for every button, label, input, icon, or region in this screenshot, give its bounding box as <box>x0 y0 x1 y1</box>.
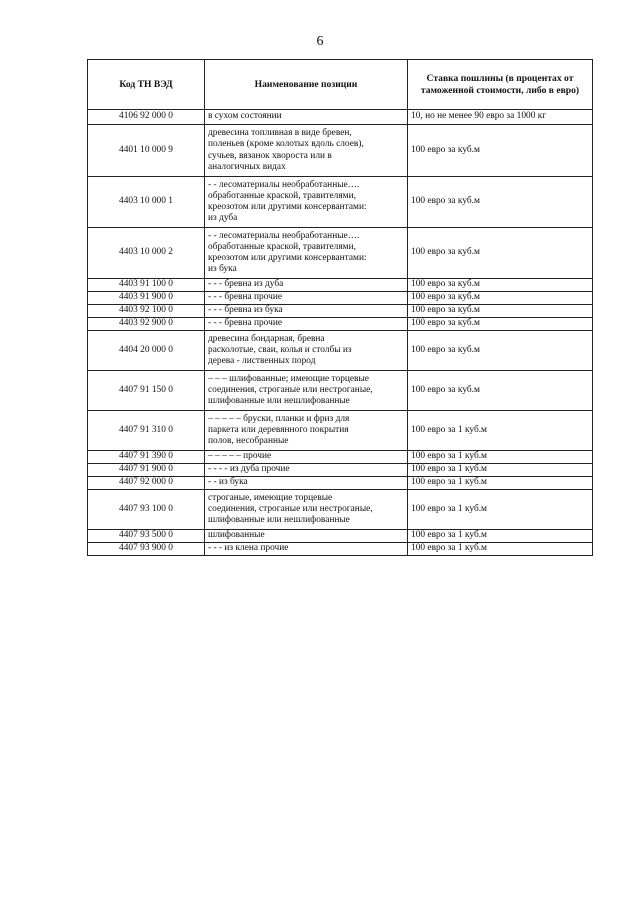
cell-code: 4401 10 000 9 <box>88 125 205 177</box>
cell-name <box>205 451 408 464</box>
cell-code: 4407 91 310 0 <box>88 411 205 451</box>
cell-name <box>205 490 408 530</box>
cell-name <box>205 530 408 543</box>
table-row <box>88 292 593 305</box>
table-row <box>88 530 593 543</box>
cell-rate: 100 евро за куб.м <box>408 331 593 371</box>
cell-rate: 100 евро за куб.м <box>408 279 593 292</box>
page-number: 6 <box>316 34 324 49</box>
cell-name <box>205 305 408 318</box>
cell-code: 4403 10 000 1 <box>88 177 205 228</box>
cell-code: 4403 92 900 0 <box>88 318 205 331</box>
table-row <box>88 543 593 556</box>
cell-rate: 100 евро за куб.м <box>408 125 593 177</box>
cell-name-text: - - - бревна прочие <box>208 318 283 329</box>
cell-name-text: шлифованные <box>208 530 265 541</box>
cell-name-text: строганые, имеющие торцевые соединения, строганые или нестроганые, шлифованные или нешлифованные <box>208 492 373 526</box>
cell-rate: 100 евро за 1 куб.м <box>408 464 593 477</box>
cell-rate: 100 евро за куб.м <box>408 177 593 228</box>
cell-name <box>205 279 408 292</box>
cell-name <box>205 110 408 125</box>
table-row <box>88 477 593 490</box>
header-name: Наименование позиции <box>205 60 408 110</box>
cell-name-text: - - из бука <box>208 477 248 488</box>
cell-name <box>205 125 408 177</box>
header-code: Код ТН ВЭД <box>88 60 205 110</box>
cell-code: 4407 93 100 0 <box>88 490 205 530</box>
cell-code: 4403 91 900 0 <box>88 292 205 305</box>
cell-name <box>205 411 408 451</box>
cell-rate: 100 евро за куб.м <box>408 228 593 279</box>
cell-code: 4403 91 100 0 <box>88 279 205 292</box>
cell-rate: 100 евро за 1 куб.м <box>408 451 593 464</box>
cell-code: 4404 20 000 0 <box>88 331 205 371</box>
cell-name <box>205 464 408 477</box>
cell-name <box>205 331 408 371</box>
table-row <box>88 228 593 279</box>
cell-code: 4407 91 900 0 <box>88 464 205 477</box>
cell-name <box>205 292 408 305</box>
cell-rate: 100 евро за 1 куб.м <box>408 490 593 530</box>
cell-name <box>205 543 408 556</box>
table-row <box>88 371 593 411</box>
cell-name-text: - - - из клена прочие <box>208 543 289 554</box>
cell-rate: 10, но не менее 90 евро за 1000 кг <box>408 110 593 125</box>
cell-name-text: - - - бревна прочие <box>208 292 283 303</box>
cell-code: 4407 91 150 0 <box>88 371 205 411</box>
cell-name-text: - - - бревна из бука <box>208 305 283 316</box>
cell-rate: 100 евро за 1 куб.м <box>408 411 593 451</box>
header-rate: Ставка пошлины (в процентах от таможенной стоимости, либо в евро) <box>408 60 593 110</box>
cell-rate: 100 евро за куб.м <box>408 305 593 318</box>
table-row <box>88 451 593 464</box>
tariff-table <box>87 59 593 556</box>
table-row <box>88 411 593 451</box>
cell-name-text: - - лесоматериалы необработанные…. обработанные краской, травителями, креозотом или другими консервантами: из дуба <box>208 179 367 224</box>
cell-name-text: - - лесоматериалы необработанные…. обработанные краской, травителями, креозотом или другими консервантами: из бука <box>208 230 367 275</box>
table-row <box>88 331 593 371</box>
cell-rate: 100 евро за 1 куб.м <box>408 477 593 490</box>
cell-name <box>205 371 408 411</box>
table-row <box>88 305 593 318</box>
cell-name <box>205 177 408 228</box>
cell-rate: 100 евро за 1 куб.м <box>408 543 593 556</box>
cell-name-text: древесина бондарная, бревна расколотые, сваи, колья и столбы из дерева - лиственных пород <box>208 333 352 367</box>
cell-name <box>205 228 408 279</box>
cell-name-text: – – – – – прочие <box>208 451 272 462</box>
cell-name-text: в сухом состоянии <box>208 111 282 122</box>
cell-code: 4106 92 000 0 <box>88 110 205 125</box>
cell-name-text: - - - бревна из дуба <box>208 279 284 290</box>
table-row <box>88 110 593 125</box>
cell-code: 4407 92 000 0 <box>88 477 205 490</box>
table-row <box>88 318 593 331</box>
table-row <box>88 279 593 292</box>
cell-name-text: древесина топливная в виде бревен, поленьев (кроме колотых вдоль слоев), сучьев, вязанок хвороста или в аналогичных видах <box>208 128 364 172</box>
cell-name <box>205 318 408 331</box>
cell-name-text: – – – – – бруски, планки и фриз для паркета или деревянного покрытия полов, несобранные <box>208 413 350 447</box>
cell-name-text: – – – шлифованные; имеющие торцевые соединения, строганые или нестроганые, шлифованные или нешлифованные <box>208 373 373 407</box>
cell-rate: 100 евро за 1 куб.м <box>408 530 593 543</box>
table-row <box>88 177 593 228</box>
cell-name <box>205 477 408 490</box>
cell-rate: 100 евро за куб.м <box>408 292 593 305</box>
cell-name-text: - - - - из дуба прочие <box>208 464 290 475</box>
cell-code: 4407 91 390 0 <box>88 451 205 464</box>
cell-code: 4403 92 100 0 <box>88 305 205 318</box>
cell-rate: 100 евро за куб.м <box>408 318 593 331</box>
table-row <box>88 464 593 477</box>
cell-rate: 100 евро за куб.м <box>408 371 593 411</box>
cell-code: 4403 10 000 2 <box>88 228 205 279</box>
table-row <box>88 125 593 177</box>
cell-code: 4407 93 500 0 <box>88 530 205 543</box>
cell-code: 4407 93 900 0 <box>88 543 205 556</box>
table-header-row <box>88 60 593 110</box>
table-row <box>88 490 593 530</box>
